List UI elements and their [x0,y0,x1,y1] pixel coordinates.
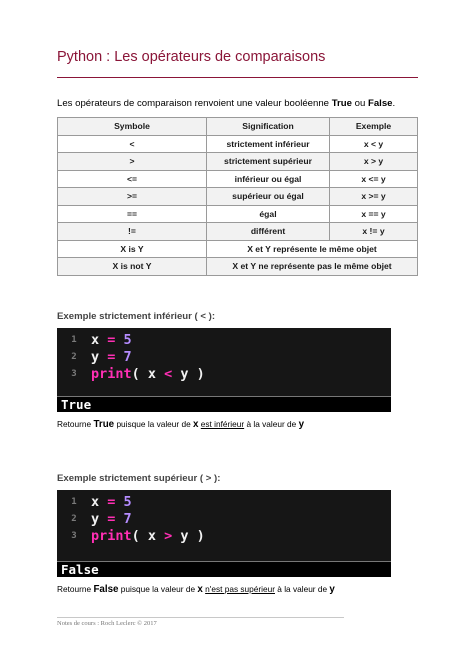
cell-symbol: X is not Y [58,258,207,276]
table-row [58,135,418,153]
cell-example: x < y [330,135,418,153]
intro-false: False [367,98,393,109]
header-signification: Signification [207,118,330,136]
cell-meaning: X et Y représente le même objet [207,240,418,258]
example1-output: True [57,396,391,412]
header-exemple: Exemple [330,118,418,136]
code-text: y = 7 [91,348,132,365]
cell-meaning: différent [207,223,330,241]
cell-symbol: == [58,205,207,223]
table-row [58,170,418,188]
cell-symbol: != [58,223,207,241]
cell-meaning: strictement supérieur [207,153,330,171]
cell-meaning: X et Y ne représente pas le même objet [207,258,418,276]
code-line [57,331,391,348]
intro-paragraph [57,98,395,109]
code-text: x = 5 [91,493,132,510]
code-line [57,365,391,382]
example1-code-block [57,328,391,412]
operators-table [57,117,418,276]
cell-symbol: >= [58,188,207,206]
footer-rule [57,617,344,618]
example1-heading: Exemple strictement inférieur ( < ): [57,311,216,322]
table-row [58,258,418,276]
cell-example: x <= y [330,170,418,188]
code-line [57,493,391,510]
example2-code-block [57,490,391,577]
example1-description: Retourne True puisque la valeur de x est inférieur à la valeur de y [57,419,305,430]
table-row [58,188,418,206]
example2-code-lines [57,490,391,544]
example2-description: Retourne False puisque la valeur de x n'est pas supérieur à la valeur de y [57,584,335,595]
example2-heading: Exemple strictement supérieur ( > ): [57,473,221,484]
code-line [57,510,391,527]
example1-code-lines [57,328,391,382]
code-text: print( x > y ) [91,527,205,544]
intro-true: True [331,98,352,109]
line-number: 1 [71,496,77,507]
intro-end: . [392,98,396,109]
cell-meaning: égal [207,205,330,223]
cell-symbol: X is Y [58,240,207,258]
cell-symbol: > [58,153,207,171]
code-text: y = 7 [91,510,132,527]
intro-or: ou [351,98,368,109]
table-row [58,205,418,223]
intro-text: Les opérateurs de comparaison renvoient une valeur booléenne [57,98,332,109]
table-header-row [58,118,418,136]
cell-symbol: < [58,135,207,153]
line-number: 3 [71,368,77,379]
code-line [57,348,391,365]
code-text: print( x < y ) [91,365,205,382]
cell-symbol: <= [58,170,207,188]
line-number: 3 [71,530,77,541]
code-line [57,527,391,544]
cell-meaning: inférieur ou égal [207,170,330,188]
header-symbole: Symbole [58,118,207,136]
table-row [58,223,418,241]
line-number: 1 [71,334,77,345]
cell-meaning: supérieur ou égal [207,188,330,206]
cell-meaning: strictement inférieur [207,135,330,153]
footer-text: Notes de cours : Roch Leclerc © 2017 [57,620,157,627]
cell-example: x == y [330,205,418,223]
example2-output: False [57,561,391,577]
line-number: 2 [71,513,77,524]
table-row [58,153,418,171]
title-underline [57,77,418,78]
code-text: x = 5 [91,331,132,348]
cell-example: x != y [330,223,418,241]
cell-example: x >= y [330,188,418,206]
cell-example: x > y [330,153,418,171]
page-title: Python : Les opérateurs de comparaisons [57,49,326,65]
table-row [58,240,418,258]
line-number: 2 [71,351,77,362]
